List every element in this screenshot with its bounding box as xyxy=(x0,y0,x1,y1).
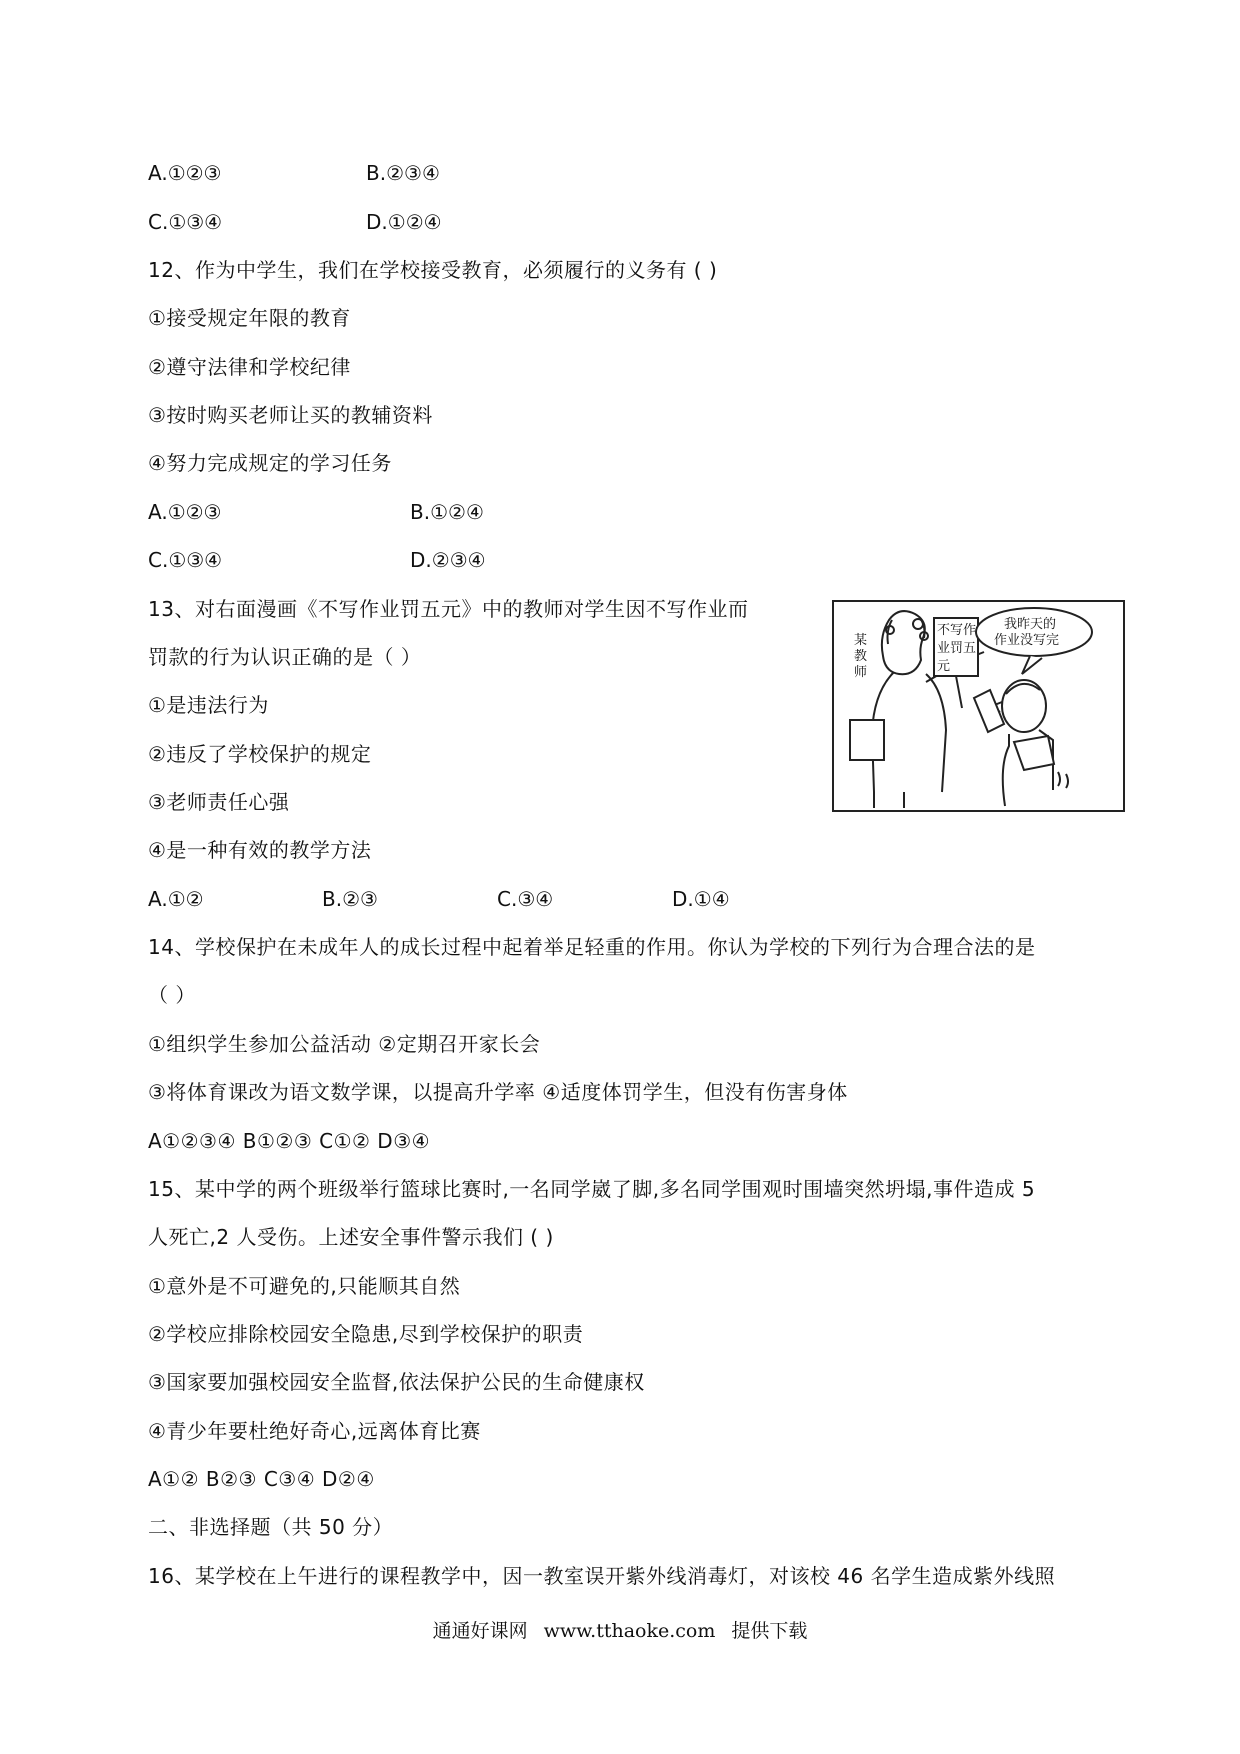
q12-item-3: ③按时购买老师让买的教辅资料 xyxy=(148,403,433,427)
q12-stem: 12、作为中学生，我们在学校接受教育，必须履行的义务有 ( ) xyxy=(148,258,718,282)
q13-option-d: D.①④ xyxy=(672,887,730,911)
cartoon-drawing xyxy=(834,602,1123,810)
q15-options: A①② B②③ C③④ D②④ xyxy=(148,1467,375,1491)
page-footer xyxy=(0,1616,1240,1643)
teacher-label-3: 师 xyxy=(854,665,868,680)
q14-options: A①②③④ B①②③ C①② D③④ xyxy=(148,1129,431,1153)
q13-stem-line2: 罚款的行为认识正确的是（ ） xyxy=(148,645,422,669)
q12-item-4: ④努力完成规定的学习任务 xyxy=(148,451,392,475)
q15-item-1: ①意外是不可避免的,只能顺其自然 xyxy=(148,1274,461,1298)
q11-option-b: B.②③④ xyxy=(366,161,440,185)
sign-line-3: 元 xyxy=(937,659,951,674)
q12-item-2: ②遵守法律和学校纪律 xyxy=(148,355,351,379)
q12-option-a: A.①②③ xyxy=(148,500,222,524)
student-figure xyxy=(974,680,1068,806)
q12-item-1: ①接受规定年限的教育 xyxy=(148,306,351,330)
q15-item-2: ②学校应排除校园安全隐患,尽到学校保护的职责 xyxy=(148,1322,584,1346)
sign-line-2: 业罚五 xyxy=(937,641,977,656)
q14-items-line1: ①组织学生参加公益活动 ②定期召开家长会 xyxy=(148,1032,541,1056)
q13-item-4: ④是一种有效的教学方法 xyxy=(148,838,372,862)
q15-stem-line1: 15、某中学的两个班级举行篮球比赛时,一名同学崴了脚,多名同学围观时围墙突然坍塌,事件造成 5 xyxy=(148,1177,1036,1201)
q11-option-a: A.①②③ xyxy=(148,161,222,185)
q11-option-d: D.①②④ xyxy=(366,210,442,234)
q12-option-c: C.①③④ xyxy=(148,548,223,572)
q16-stem-line1: 16、某学校在上午进行的课程教学中，因一教室误开紫外线消毒灯，对该校 46 名学生造成紫外线照 xyxy=(148,1564,1056,1588)
teacher-label-2: 教 xyxy=(854,649,868,664)
q13-item-2: ②违反了学校保护的规定 xyxy=(148,742,372,766)
footer-action: 提供下载 xyxy=(731,1620,808,1642)
q13-item-1: ①是违法行为 xyxy=(148,693,269,717)
q15-stem-line2: 人死亡,2 人受伤。上述安全事件警示我们 ( ) xyxy=(148,1225,554,1249)
q12-option-b: B.①②④ xyxy=(410,500,484,524)
q14-items-line2: ③将体育课改为语文数学课，以提高升学率 ④适度体罚学生，但没有伤害身体 xyxy=(148,1080,848,1104)
footer-site: 通通好课网 xyxy=(432,1620,528,1642)
q13-option-b: B.②③ xyxy=(322,887,378,911)
sign-line-1: 不写作 xyxy=(937,623,977,638)
q15-item-4: ④青少年要杜绝好奇心,远离体育比赛 xyxy=(148,1419,481,1443)
q13-item-3: ③老师责任心强 xyxy=(148,790,290,814)
q14-stem-line2: （ ） xyxy=(148,983,196,1007)
q12-option-d: D.②③④ xyxy=(410,548,486,572)
q15-item-3: ③国家要加强校园安全监督,依法保护公民的生命健康权 xyxy=(148,1370,645,1394)
q14-stem-line1: 14、学校保护在未成年人的成长过程中起着举足轻重的作用。你认为学校的下列行为合理合法的是 xyxy=(148,935,1036,959)
q13-stem-line1: 13、对右面漫画《不写作业罚五元》中的教师对学生因不写作业而 xyxy=(148,597,749,621)
bubble-line-1: 我昨天的 xyxy=(1004,617,1057,632)
q13-cartoon xyxy=(832,600,1125,812)
teacher-label-1: 某 xyxy=(854,633,868,648)
q11-option-c: C.①③④ xyxy=(148,210,223,234)
section2-heading: 二、非选择题（共 50 分） xyxy=(148,1515,394,1539)
q13-option-c: C.③④ xyxy=(497,887,554,911)
q13-option-a: A.①② xyxy=(148,887,204,911)
bubble-line-2: 作业没写完 xyxy=(994,633,1060,648)
footer-url[interactable]: www.tthaoke.com xyxy=(543,1620,716,1642)
